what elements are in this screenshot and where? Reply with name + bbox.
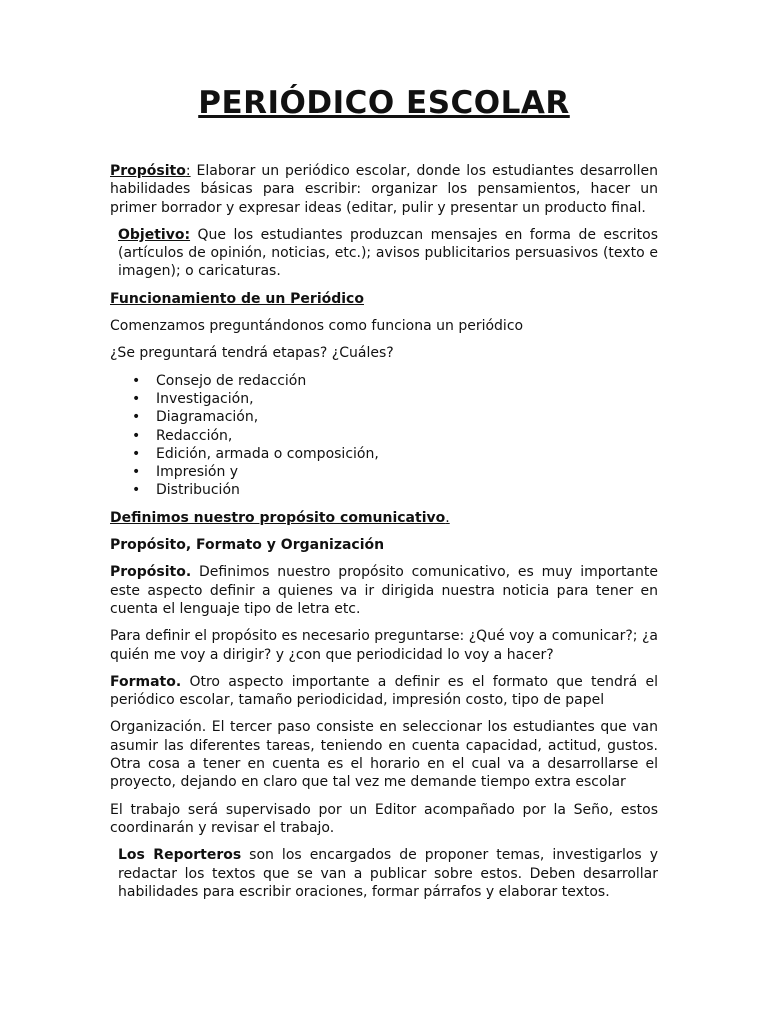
trabajo-paragraph: El trabajo será supervisado por un Editor acompañado por la Seño, estos coordinarán y revisar el trabajo. <box>110 801 658 836</box>
definir-paragraph: Para definir el propósito es necesario preguntarse: ¿Qué voy a comunicar?; ¿a quién me voy a dirigir? y ¿con que periodicidad lo voy a hacer? <box>110 628 658 663</box>
formato-text: Otro aspecto importante a definir es el formato que tendrá el periódico escolar, tamaño periodicidad, impresión costo, tipo de papel <box>110 673 658 709</box>
stages-list <box>110 372 658 500</box>
objetivo-paragraph <box>110 226 658 281</box>
definimos-heading-period: . <box>445 509 450 526</box>
list-item: • Redacción, <box>110 427 658 445</box>
page-title: PERIÓDICO ESCOLAR <box>198 85 570 121</box>
list-item: • Distribución <box>110 481 658 499</box>
objetivo-text: Que los estudiantes produzcan mensajes en forma de escritos (artículos de opinión, noticias, etc.); avisos publicitarios persuasivos (texto e imagen); o caricaturas. <box>118 226 658 280</box>
proposito-detail-text: Definimos nuestro propósito comunicativo, es muy importante este aspecto definir a quienes va ir dirigida nuestra noticia para tener en cuenta el lenguaje tipo de letra etc. <box>110 564 658 617</box>
proposito-detail-paragraph <box>110 563 658 618</box>
proposito-colon: : <box>185 163 191 179</box>
list-item: • Consejo de redacción <box>110 372 658 390</box>
formato-label: Formato. <box>110 673 182 690</box>
reporteros-text: son los encargados de proponer temas, investigarlos y redactar los textos que se van a publicar sobre estos. Deben desarrollar habilidades para escribir oraciones, formar párrafos y elaborar textos. <box>118 847 658 900</box>
pfo-heading: Propósito, Formato y Organización <box>110 537 385 554</box>
reporteros-label: Los Reporteros <box>118 847 242 864</box>
list-item: • Investigación, <box>110 390 658 408</box>
list-item: • Impresión y <box>110 463 658 481</box>
list-item: • Edición, armada o composición, <box>110 445 658 463</box>
funcionamiento-heading: Funcionamiento de un Periódico <box>110 290 364 307</box>
list-item: • Diagramación, <box>110 408 658 426</box>
objetivo-label: Objetivo: <box>118 226 191 243</box>
intro-paragraph: Comenzamos preguntándonos como funciona un periódico <box>110 318 524 335</box>
definimos-heading-text: Definimos nuestro propósito comunicativo <box>110 509 446 526</box>
proposito-detail-label: Propósito. <box>110 564 192 581</box>
formato-paragraph <box>110 673 658 710</box>
organizacion-paragraph: Organización. El tercer paso consiste en seleccionar los estudiantes que van asumir las diferentes tareas, teniendo en cuenta capacidad, actitud, gustos. Otra cosa a tener en cuenta es el horario en el cual va a desarrollarse el proyecto, dejando en claro que tal vez me demande tiempo extra escolar <box>110 719 658 791</box>
reporteros-paragraph <box>110 846 658 901</box>
proposito-label: Propósito <box>110 163 186 179</box>
question-paragraph: ¿Se preguntará tendrá etapas? ¿Cuáles? <box>110 345 394 362</box>
document-page <box>110 78 658 910</box>
proposito-text: Elaborar un periódico escolar, donde los estudiantes desarrollen habilidades básicas para escribir: organizar los pensamientos, hacer un primer borrador y expresar ideas (editar, pulir y presentar un producto final. <box>110 163 658 216</box>
proposito-paragraph <box>110 162 658 217</box>
definimos-heading <box>110 509 658 527</box>
